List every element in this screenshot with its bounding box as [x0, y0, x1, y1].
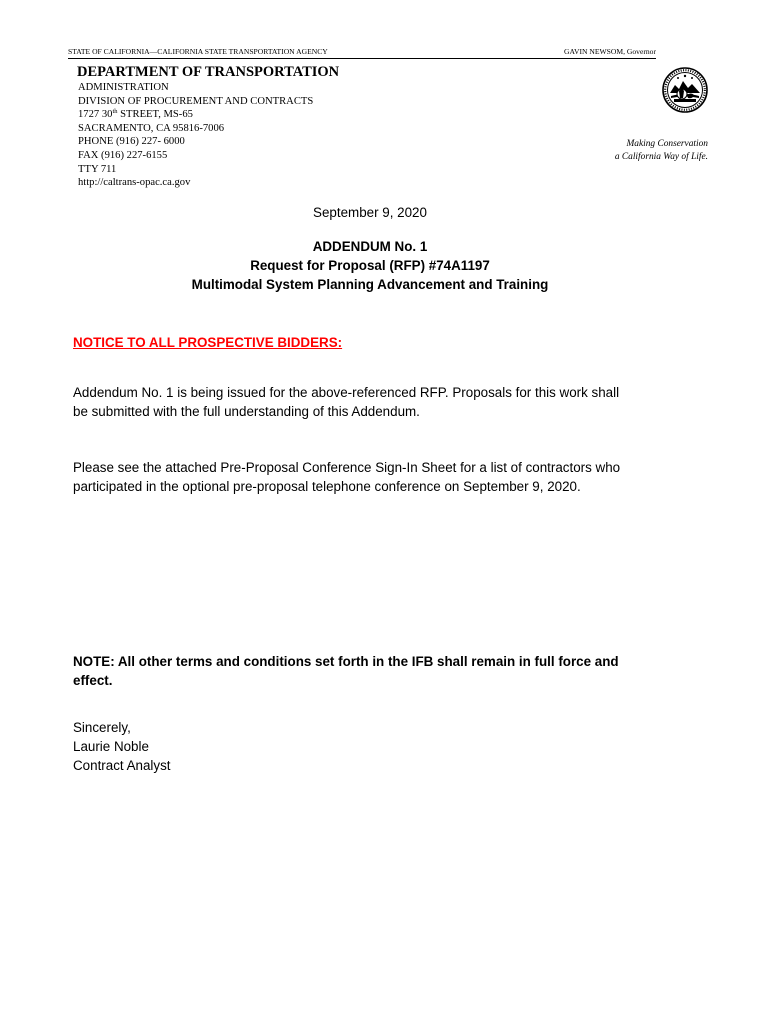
city-line: SACRAMENTO, CA 95816-7006: [78, 122, 225, 134]
sign-in-sheet-paragraph: [73, 458, 620, 496]
letterhead-top-rule: [68, 46, 656, 59]
note-line: NOTE: All other terms and conditions set forth in the IFB shall remain in full force and: [73, 654, 619, 669]
agency-name: STATE OF CALIFORNIA—CALIFORNIA STATE TRANSPORTATION AGENCY: [68, 47, 328, 56]
street-name: STREET, MS-65: [117, 109, 193, 121]
letter-date: September 9, 2020: [313, 205, 427, 220]
note-line: effect.: [73, 673, 113, 688]
california-state-seal-icon: [662, 67, 708, 113]
division-line: DIVISION OF PROCUREMENT AND CONTRACTS: [78, 95, 314, 107]
street-number: 1727 30: [78, 109, 113, 121]
paragraph-line: participated in the optional pre-proposal telephone conference on September 9, 2020.: [73, 479, 581, 494]
terms-note: [73, 652, 619, 690]
signer-name: Laurie Noble: [73, 739, 149, 754]
street-line: [78, 108, 313, 122]
tty-line: TTY 711: [78, 163, 117, 175]
closing-salutation: Sincerely,: [73, 720, 131, 735]
paragraph-line: be submitted with the full understanding of this Addendum.: [73, 404, 420, 419]
addendum-title-block: [0, 237, 740, 294]
conservation-slogan: [560, 138, 708, 164]
governor-name: GAVIN NEWSOM, Governor: [563, 47, 656, 56]
slogan-line-1: Making Conservation: [626, 139, 708, 149]
fax-line: FAX (916) 227-6155: [78, 149, 168, 161]
street-suffix: th: [112, 108, 118, 116]
website-line: http://caltrans-opac.ca.gov: [78, 177, 191, 189]
slogan-line-2: a California Way of Life.: [614, 152, 708, 162]
administration-line: ADMINISTRATION: [78, 82, 169, 93]
notice-heading: NOTICE TO ALL PROSPECTIVE BIDDERS:: [73, 335, 343, 350]
phone-line: PHONE (916) 227- 6000: [78, 136, 185, 148]
paragraph-line: Please see the attached Pre-Proposal Conference Sign-In Sheet for a list of contractors who: [73, 460, 621, 475]
paragraph-line: Addendum No. 1 is being issued for the above-referenced RFP. Proposals for this work shall: [73, 385, 620, 400]
signer-title: Contract Analyst: [73, 758, 171, 773]
seal-graphic: [662, 67, 708, 113]
project-title: Multimodal System Planning Advancement and Training: [191, 277, 549, 292]
signature-block: [73, 718, 171, 775]
department-title: DEPARTMENT OF TRANSPORTATION: [77, 64, 340, 80]
address-block: [78, 81, 313, 190]
rfp-number: Request for Proposal (RFP) #74A1197: [250, 258, 490, 273]
addendum-number: ADDENDUM No. 1: [312, 239, 428, 254]
addendum-paragraph: [73, 383, 619, 421]
